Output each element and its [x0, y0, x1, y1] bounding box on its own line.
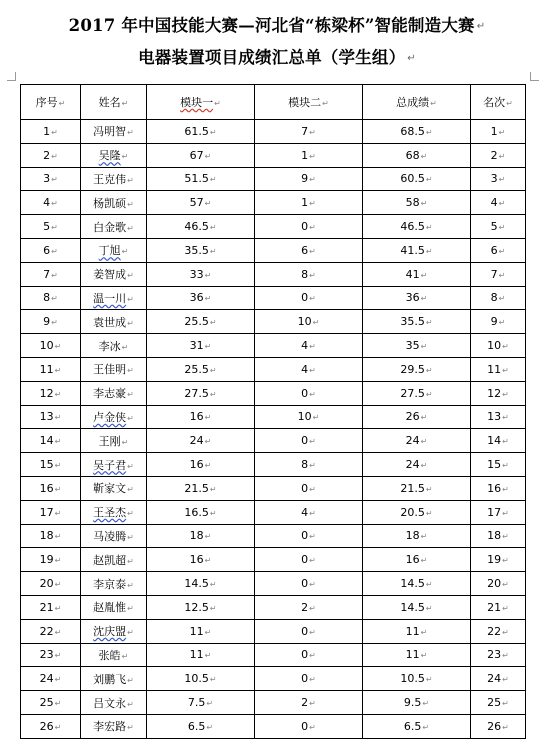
cell-no: 24↵: [21, 667, 81, 691]
cell-module1: 7.5↵: [147, 691, 255, 715]
cell-no: 22↵: [21, 619, 81, 643]
table-row: [21, 381, 526, 405]
cell-module1: 11↵: [147, 619, 255, 643]
margin-corner-mark: [7, 72, 16, 81]
cell-total: 60.5↵: [363, 167, 471, 191]
cell-rank: 7↵: [471, 262, 526, 286]
cell-module2: 0↵: [255, 572, 363, 596]
table-row: [21, 120, 526, 144]
cell-rank: 19↵: [471, 548, 526, 572]
table-row: [21, 405, 526, 429]
cell-module2: 8↵: [255, 453, 363, 477]
cell-name: 王圣杰↵: [81, 500, 147, 524]
cell-total: 21.5↵: [363, 476, 471, 500]
cell-no: 13↵: [21, 405, 81, 429]
cell-total: 10.5↵: [363, 667, 471, 691]
table-row: [21, 143, 526, 167]
cell-module1: 67↵: [147, 143, 255, 167]
cell-no: 3↵: [21, 167, 81, 191]
cell-module2: 1↵: [255, 191, 363, 215]
cell-rank: 8↵: [471, 286, 526, 310]
cell-no: 7↵: [21, 262, 81, 286]
cell-rank: 20↵: [471, 572, 526, 596]
cell-module1: 11↵: [147, 643, 255, 667]
cell-rank: 23↵: [471, 643, 526, 667]
cell-rank: 18↵: [471, 524, 526, 548]
cell-total: 11↵: [363, 643, 471, 667]
cell-total: 68↵: [363, 143, 471, 167]
cell-rank: 24↵: [471, 667, 526, 691]
cell-no: 9↵: [21, 310, 81, 334]
cell-no: 14↵: [21, 429, 81, 453]
cell-no: 21↵: [21, 595, 81, 619]
cell-rank: 9↵: [471, 310, 526, 334]
cell-module1: 6.5↵: [147, 714, 255, 738]
cell-total: 9.5↵: [363, 691, 471, 715]
cell-module1: 16.5↵: [147, 500, 255, 524]
cell-no: 5↵: [21, 215, 81, 239]
table-row: [21, 191, 526, 215]
table-row: [21, 595, 526, 619]
cell-no: 1↵: [21, 120, 81, 144]
cell-name: 李京泰↵: [81, 572, 147, 596]
cell-total: 35↵: [363, 334, 471, 358]
cell-rank: 21↵: [471, 595, 526, 619]
cell-total: 27.5↵: [363, 381, 471, 405]
cell-rank: 25↵: [471, 691, 526, 715]
paragraph-mark-icon: ↵: [407, 53, 416, 64]
cell-total: 11↵: [363, 619, 471, 643]
cell-total: 58↵: [363, 191, 471, 215]
table-row: [21, 238, 526, 262]
table-row: [21, 476, 526, 500]
cell-no: 17↵: [21, 500, 81, 524]
cell-rank: 10↵: [471, 334, 526, 358]
cell-total: 36↵: [363, 286, 471, 310]
cell-rank: 17↵: [471, 500, 526, 524]
header-cell-name: 姓名↵: [81, 85, 147, 120]
table-row: [21, 500, 526, 524]
cell-module2: 10↵: [255, 310, 363, 334]
cell-module2: 0↵: [255, 643, 363, 667]
cell-total: 24↵: [363, 429, 471, 453]
cell-name: 赵凯超↵: [81, 548, 147, 572]
cell-module1: 25.5↵: [147, 357, 255, 381]
cell-total: 35.5↵: [363, 310, 471, 334]
cell-no: 10↵: [21, 334, 81, 358]
cell-total: 18↵: [363, 524, 471, 548]
cell-rank: 4↵: [471, 191, 526, 215]
table-row: [21, 357, 526, 381]
cell-module2: 0↵: [255, 714, 363, 738]
cell-module1: 51.5↵: [147, 167, 255, 191]
cell-no: 11↵: [21, 357, 81, 381]
cell-module1: 35.5↵: [147, 238, 255, 262]
cell-module1: 16↵: [147, 453, 255, 477]
cell-no: 19↵: [21, 548, 81, 572]
cell-module1: 31↵: [147, 334, 255, 358]
cell-module1: 46.5↵: [147, 215, 255, 239]
table-row: [21, 619, 526, 643]
table-row: [21, 667, 526, 691]
title-line-2: 电器装置项目成绩汇总单（学生组）: [138, 48, 406, 67]
table-row: [21, 262, 526, 286]
cell-module1: 33↵: [147, 262, 255, 286]
cell-name: 卢金侠↵: [81, 405, 147, 429]
cell-module2: 2↵: [255, 691, 363, 715]
cell-total: 29.5↵: [363, 357, 471, 381]
cell-rank: 2↵: [471, 143, 526, 167]
table-row: [21, 572, 526, 596]
cell-rank: 1↵: [471, 120, 526, 144]
cell-module1: 61.5↵: [147, 120, 255, 144]
cell-no: 8↵: [21, 286, 81, 310]
cell-module2: 9↵: [255, 167, 363, 191]
table-row: [21, 334, 526, 358]
table-row: [21, 524, 526, 548]
cell-name: 姜智成↵: [81, 262, 147, 286]
cell-module1: 12.5↵: [147, 595, 255, 619]
cell-module2: 1↵: [255, 143, 363, 167]
header-cell-module2: 模块二↵: [255, 85, 363, 120]
cell-module1: 24↵: [147, 429, 255, 453]
cell-name: 吴子君↵: [81, 453, 147, 477]
cell-name: 白金歌↵: [81, 215, 147, 239]
cell-module1: 10.5↵: [147, 667, 255, 691]
margin-corner-mark: [530, 72, 539, 81]
cell-name: 杨凯硕↵: [81, 191, 147, 215]
cell-no: 6↵: [21, 238, 81, 262]
cell-rank: 14↵: [471, 429, 526, 453]
cell-no: 2↵: [21, 143, 81, 167]
cell-no: 16↵: [21, 476, 81, 500]
cell-name: 赵胤惟↵: [81, 595, 147, 619]
cell-module2: 0↵: [255, 381, 363, 405]
header-cell-module1: 模块一↵: [147, 85, 255, 120]
cell-module2: 0↵: [255, 548, 363, 572]
cell-module1: 21.5↵: [147, 476, 255, 500]
table-body: [21, 120, 526, 739]
cell-name: 马凌腾↵: [81, 524, 147, 548]
cell-module1: 18↵: [147, 524, 255, 548]
cell-total: 20.5↵: [363, 500, 471, 524]
cell-name: 温一川↵: [81, 286, 147, 310]
cell-name: 王佳明↵: [81, 357, 147, 381]
table-row: [21, 548, 526, 572]
cell-module2: 6↵: [255, 238, 363, 262]
title-line-1: 2017 年中国技能大赛—河北省“栋梁杯”智能制造大赛: [68, 16, 475, 35]
cell-module2: 0↵: [255, 429, 363, 453]
cell-rank: 26↵: [471, 714, 526, 738]
cell-module1: 16↵: [147, 548, 255, 572]
table-row: [21, 429, 526, 453]
cell-module1: 27.5↵: [147, 381, 255, 405]
cell-module2: 0↵: [255, 286, 363, 310]
cell-module2: 4↵: [255, 334, 363, 358]
cell-name: 李宏路↵: [81, 714, 147, 738]
cell-name: 王刚↵: [81, 429, 147, 453]
cell-total: 14.5↵: [363, 595, 471, 619]
cell-name: 吴隆↵: [81, 143, 147, 167]
cell-rank: 5↵: [471, 215, 526, 239]
cell-no: 4↵: [21, 191, 81, 215]
cell-module1: 36↵: [147, 286, 255, 310]
cell-name: 李冰↵: [81, 334, 147, 358]
cell-name: 袁世成↵: [81, 310, 147, 334]
table-header-row: [21, 85, 526, 120]
cell-total: 68.5↵: [363, 120, 471, 144]
cell-rank: 6↵: [471, 238, 526, 262]
cell-rank: 16↵: [471, 476, 526, 500]
cell-module2: 4↵: [255, 357, 363, 381]
cell-total: 6.5↵: [363, 714, 471, 738]
cell-total: 16↵: [363, 548, 471, 572]
cell-name: 李志豪↵: [81, 381, 147, 405]
cell-name: 丁旭↵: [81, 238, 147, 262]
cell-name: 冯明智↵: [81, 120, 147, 144]
cell-rank: 3↵: [471, 167, 526, 191]
cell-module1: 25.5↵: [147, 310, 255, 334]
cell-module1: 16↵: [147, 405, 255, 429]
cell-module1: 14.5↵: [147, 572, 255, 596]
table-row: [21, 643, 526, 667]
cell-module2: 4↵: [255, 500, 363, 524]
paragraph-mark-icon: ↵: [476, 21, 486, 32]
cell-module2: 7↵: [255, 120, 363, 144]
cell-module2: 8↵: [255, 262, 363, 286]
table-row: [21, 310, 526, 334]
cell-name: 吕文永↵: [81, 691, 147, 715]
document-title: [0, 12, 554, 36]
cell-rank: 15↵: [471, 453, 526, 477]
cell-module2: 0↵: [255, 667, 363, 691]
cell-total: 41↵: [363, 262, 471, 286]
cell-module2: 0↵: [255, 524, 363, 548]
table-row: [21, 215, 526, 239]
cell-name: 靳家文↵: [81, 476, 147, 500]
document-subtitle: [0, 44, 554, 68]
cell-total: 41.5↵: [363, 238, 471, 262]
cell-module2: 10↵: [255, 405, 363, 429]
header-cell-rank: 名次↵: [471, 85, 526, 120]
table-row: [21, 167, 526, 191]
cell-no: 26↵: [21, 714, 81, 738]
cell-module2: 0↵: [255, 476, 363, 500]
table-row: [21, 691, 526, 715]
cell-no: 20↵: [21, 572, 81, 596]
cell-no: 23↵: [21, 643, 81, 667]
cell-no: 18↵: [21, 524, 81, 548]
cell-total: 26↵: [363, 405, 471, 429]
cell-rank: 13↵: [471, 405, 526, 429]
cell-module1: 57↵: [147, 191, 255, 215]
header-cell-no: 序号↵: [21, 85, 81, 120]
cell-name: 张皓↵: [81, 643, 147, 667]
cell-module2: 0↵: [255, 619, 363, 643]
cell-no: 12↵: [21, 381, 81, 405]
table-row: [21, 453, 526, 477]
cell-rank: 11↵: [471, 357, 526, 381]
cell-module2: 0↵: [255, 215, 363, 239]
cell-total: 24↵: [363, 453, 471, 477]
table-row: [21, 286, 526, 310]
cell-module2: 2↵: [255, 595, 363, 619]
cell-name: 刘鹏飞↵: [81, 667, 147, 691]
cell-name: 王克伟↵: [81, 167, 147, 191]
cell-total: 14.5↵: [363, 572, 471, 596]
cell-total: 46.5↵: [363, 215, 471, 239]
score-table: [20, 84, 526, 739]
cell-no: 15↵: [21, 453, 81, 477]
cell-no: 25↵: [21, 691, 81, 715]
cell-rank: 12↵: [471, 381, 526, 405]
cell-rank: 22↵: [471, 619, 526, 643]
header-cell-total: 总成绩↵: [363, 85, 471, 120]
cell-name: 沈庆盟↵: [81, 619, 147, 643]
table-row: [21, 714, 526, 738]
